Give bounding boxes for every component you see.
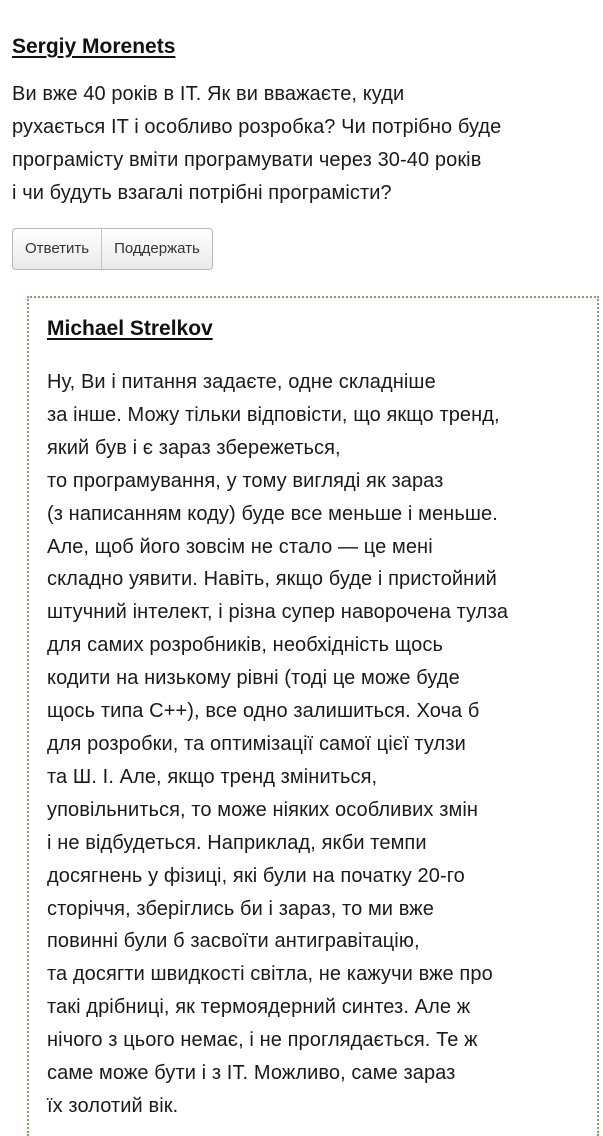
reply-text: Ну, Ви і питання задаєте, одне складніше за інше. Можу тільки відповісти, що якщо тренд, який був і є зараз збережеться, то програмування, у тому вигляді як зараз (з написанням коду) буде все меньше і меньше. Але, щоб його зовсім не стало — це мені складно уявити. Навіть, якщо буде і пристойний штучний інтелект, і різна супер наворочена тулза для самих розробників, необхідність щось кодити на низькому рівні (тоді це може буде щось типа С++), все одно залишиться. Хоча б для розробки, та оптимізації самої цієї тулзи та Ш. І. Але, якщо тренд зміниться, уповільниться, то може ніяких особливих змін і не відбудеться. Наприклад, якби темпи досягнень у фізиці, які були на початку 20-го сторіччя, зберіглись би і зараз, то ми вже повинні були б засвоїти антигравітацію, та досягти швидкості світла, не кажучи вже про такі дрібниці, як термоядерний синтез. Але ж нічого з цього немає, і не проглядається. Те ж саме може бути і з IT. Можливо, саме зараз їх золотий вік. [47,371,509,1117]
comment-actions [12,228,213,270]
support-button[interactable]: Поддержать [101,229,212,269]
reply-button[interactable]: Ответить [13,229,101,269]
question-author-link[interactable]: Sergiy Morenets [12,35,176,58]
reply-author-link[interactable]: Michael Strelkov [47,317,213,340]
question-text: Ви вже 40 років в IT. Як ви вважаєте, куди рухається IT і особливо розробка? Чи потрібно буде програмісту вміти програмувати через 30-40 років і чи будуть взагалі потрібні програмісти? [12,83,502,204]
question-comment [12,32,592,210]
reply-comment [27,296,599,1136]
